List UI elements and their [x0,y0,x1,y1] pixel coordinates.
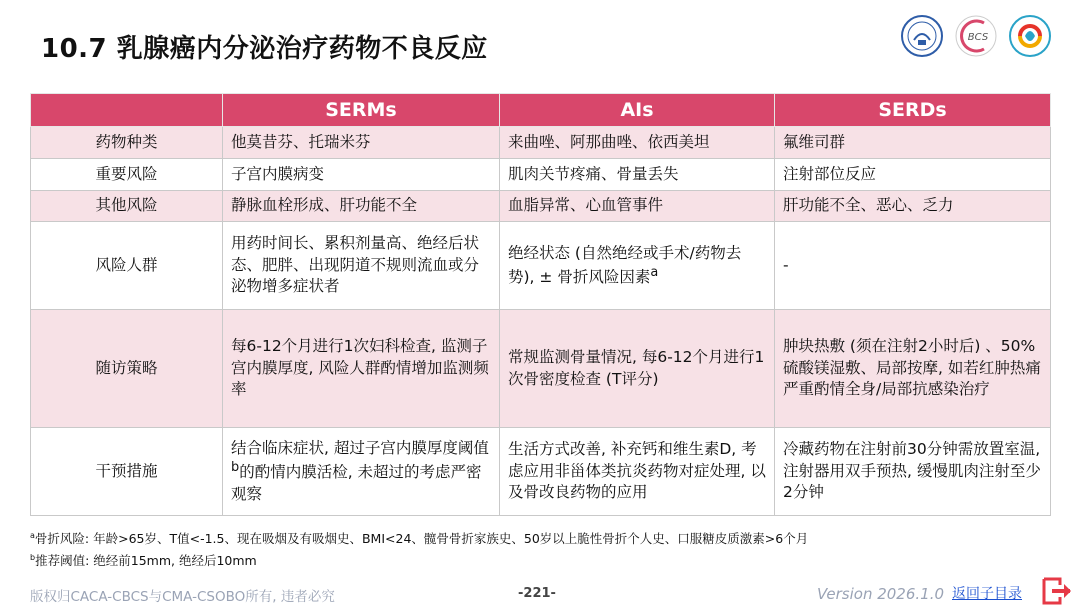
table-cell [500,222,775,310]
table-header-serms: SERMs [223,94,500,127]
table-cell: 来曲唑、阿那曲唑、依西美坦 [500,127,775,159]
footnote-a-mark: a [30,531,35,540]
table-cell: 冷藏药物在注射前30分钟需放置室温, 注射器用双手预热, 缓慢肌肉注射至少2分钟 [775,428,1051,516]
row-label: 重要风险 [31,159,223,191]
page-title: 10.7 乳腺癌内分泌治疗药物不良反应 [41,34,488,64]
table-header-serds: SERDs [775,94,1051,127]
bcs-logo [954,14,998,58]
row-label: 药物种类 [31,127,223,159]
footnote-a [30,526,808,548]
table-cell: 常规监测骨量情况, 每6-12个月进行1次骨密度检查 (T评分) [500,310,775,428]
row-label: 风险人群 [31,222,223,310]
csobo-logo [1008,14,1052,58]
table-cell: - [775,222,1051,310]
footnotes [30,526,808,570]
version-text: Version 2026.1.0 [817,585,945,603]
adverse-reaction-table [30,93,1051,516]
table-cell: 生活方式改善, 补充钙和维生素D, 考虑应用非甾体类抗炎药物对症处理, 以及骨改良药物的应用 [500,428,775,516]
table-header-row [31,94,1051,127]
table-cell: 肿块热敷 (须在注射2小时后) 、50%硫酸镁湿敷、局部按摩, 如若红肿热痛严重酌情全身/局部抗感染治疗 [775,310,1051,428]
table-cell: 肝功能不全、恶心、乏力 [775,191,1051,222]
row-label: 随访策略 [31,310,223,428]
table-cell [223,428,500,516]
footnote-b [30,548,808,570]
table-cell: 氟维司群 [775,127,1051,159]
page-number: -221- [518,586,556,601]
copyright-text: 版权归CACA-CBCS与CMA-CSOBO所有, 违者必究 [30,589,335,605]
footnote-b-text: 推荐阈值: 绝经前15mm, 绝经后10mm [35,553,257,569]
back-arrow-icon[interactable] [1040,575,1074,607]
table-cell: 血脂异常、心血管事件 [500,191,775,222]
table-cell: 静脉血栓形成、肝功能不全 [223,191,500,222]
table-header-empty [31,94,223,127]
row-label: 干预措施 [31,428,223,516]
table-row [31,428,1051,516]
cell-text: 绝经状态 (自然绝经或手术/药物去势), ± 骨折风险因素 [508,243,742,287]
caca-logo [900,14,944,58]
cell-text-rest: 的酌情内膜活检, 未超过的考虑严密观察 [231,463,482,503]
table-row [31,127,1051,159]
logo-group [900,14,1052,58]
table-cell: 用药时间长、累积剂量高、绝经后状态、肥胖、出现阴道不规则流血或分泌物增多症状者 [223,222,500,310]
footnote-a-text: 骨折风险: 年龄>65岁、T值<-1.5、现在吸烟及有吸烟史、BMI<24、髋骨骨折家族史、50岁以上脆性骨折个人史、口服糖皮质激素>6个月 [34,531,809,547]
footnote-marker: b [231,460,240,476]
table-cell: 注射部位反应 [775,159,1051,191]
table-header-ais: AIs [500,94,775,127]
svg-text:BCS: BCS [967,32,989,43]
table-cell: 子宫内膜病变 [223,159,500,191]
cell-text: 结合临床症状, 超过子宫内膜厚度阈值 [231,438,489,457]
back-to-subdirectory-link[interactable]: 返回子目录 [952,586,1022,602]
table-row [31,310,1051,428]
table-cell: 肌肉关节疼痛、骨量丢失 [500,159,775,191]
row-label: 其他风险 [31,191,223,222]
footnote-marker: a [650,264,659,280]
table-row [31,191,1051,222]
footnote-b-mark: b [30,553,36,563]
table-cell: 他莫昔芬、托瑞米芬 [223,127,500,159]
table-row [31,222,1051,310]
table-cell: 每6-12个月进行1次妇科检查, 监测子宫内膜厚度, 风险人群酌情增加监测频率 [223,310,500,428]
table-row [31,159,1051,191]
